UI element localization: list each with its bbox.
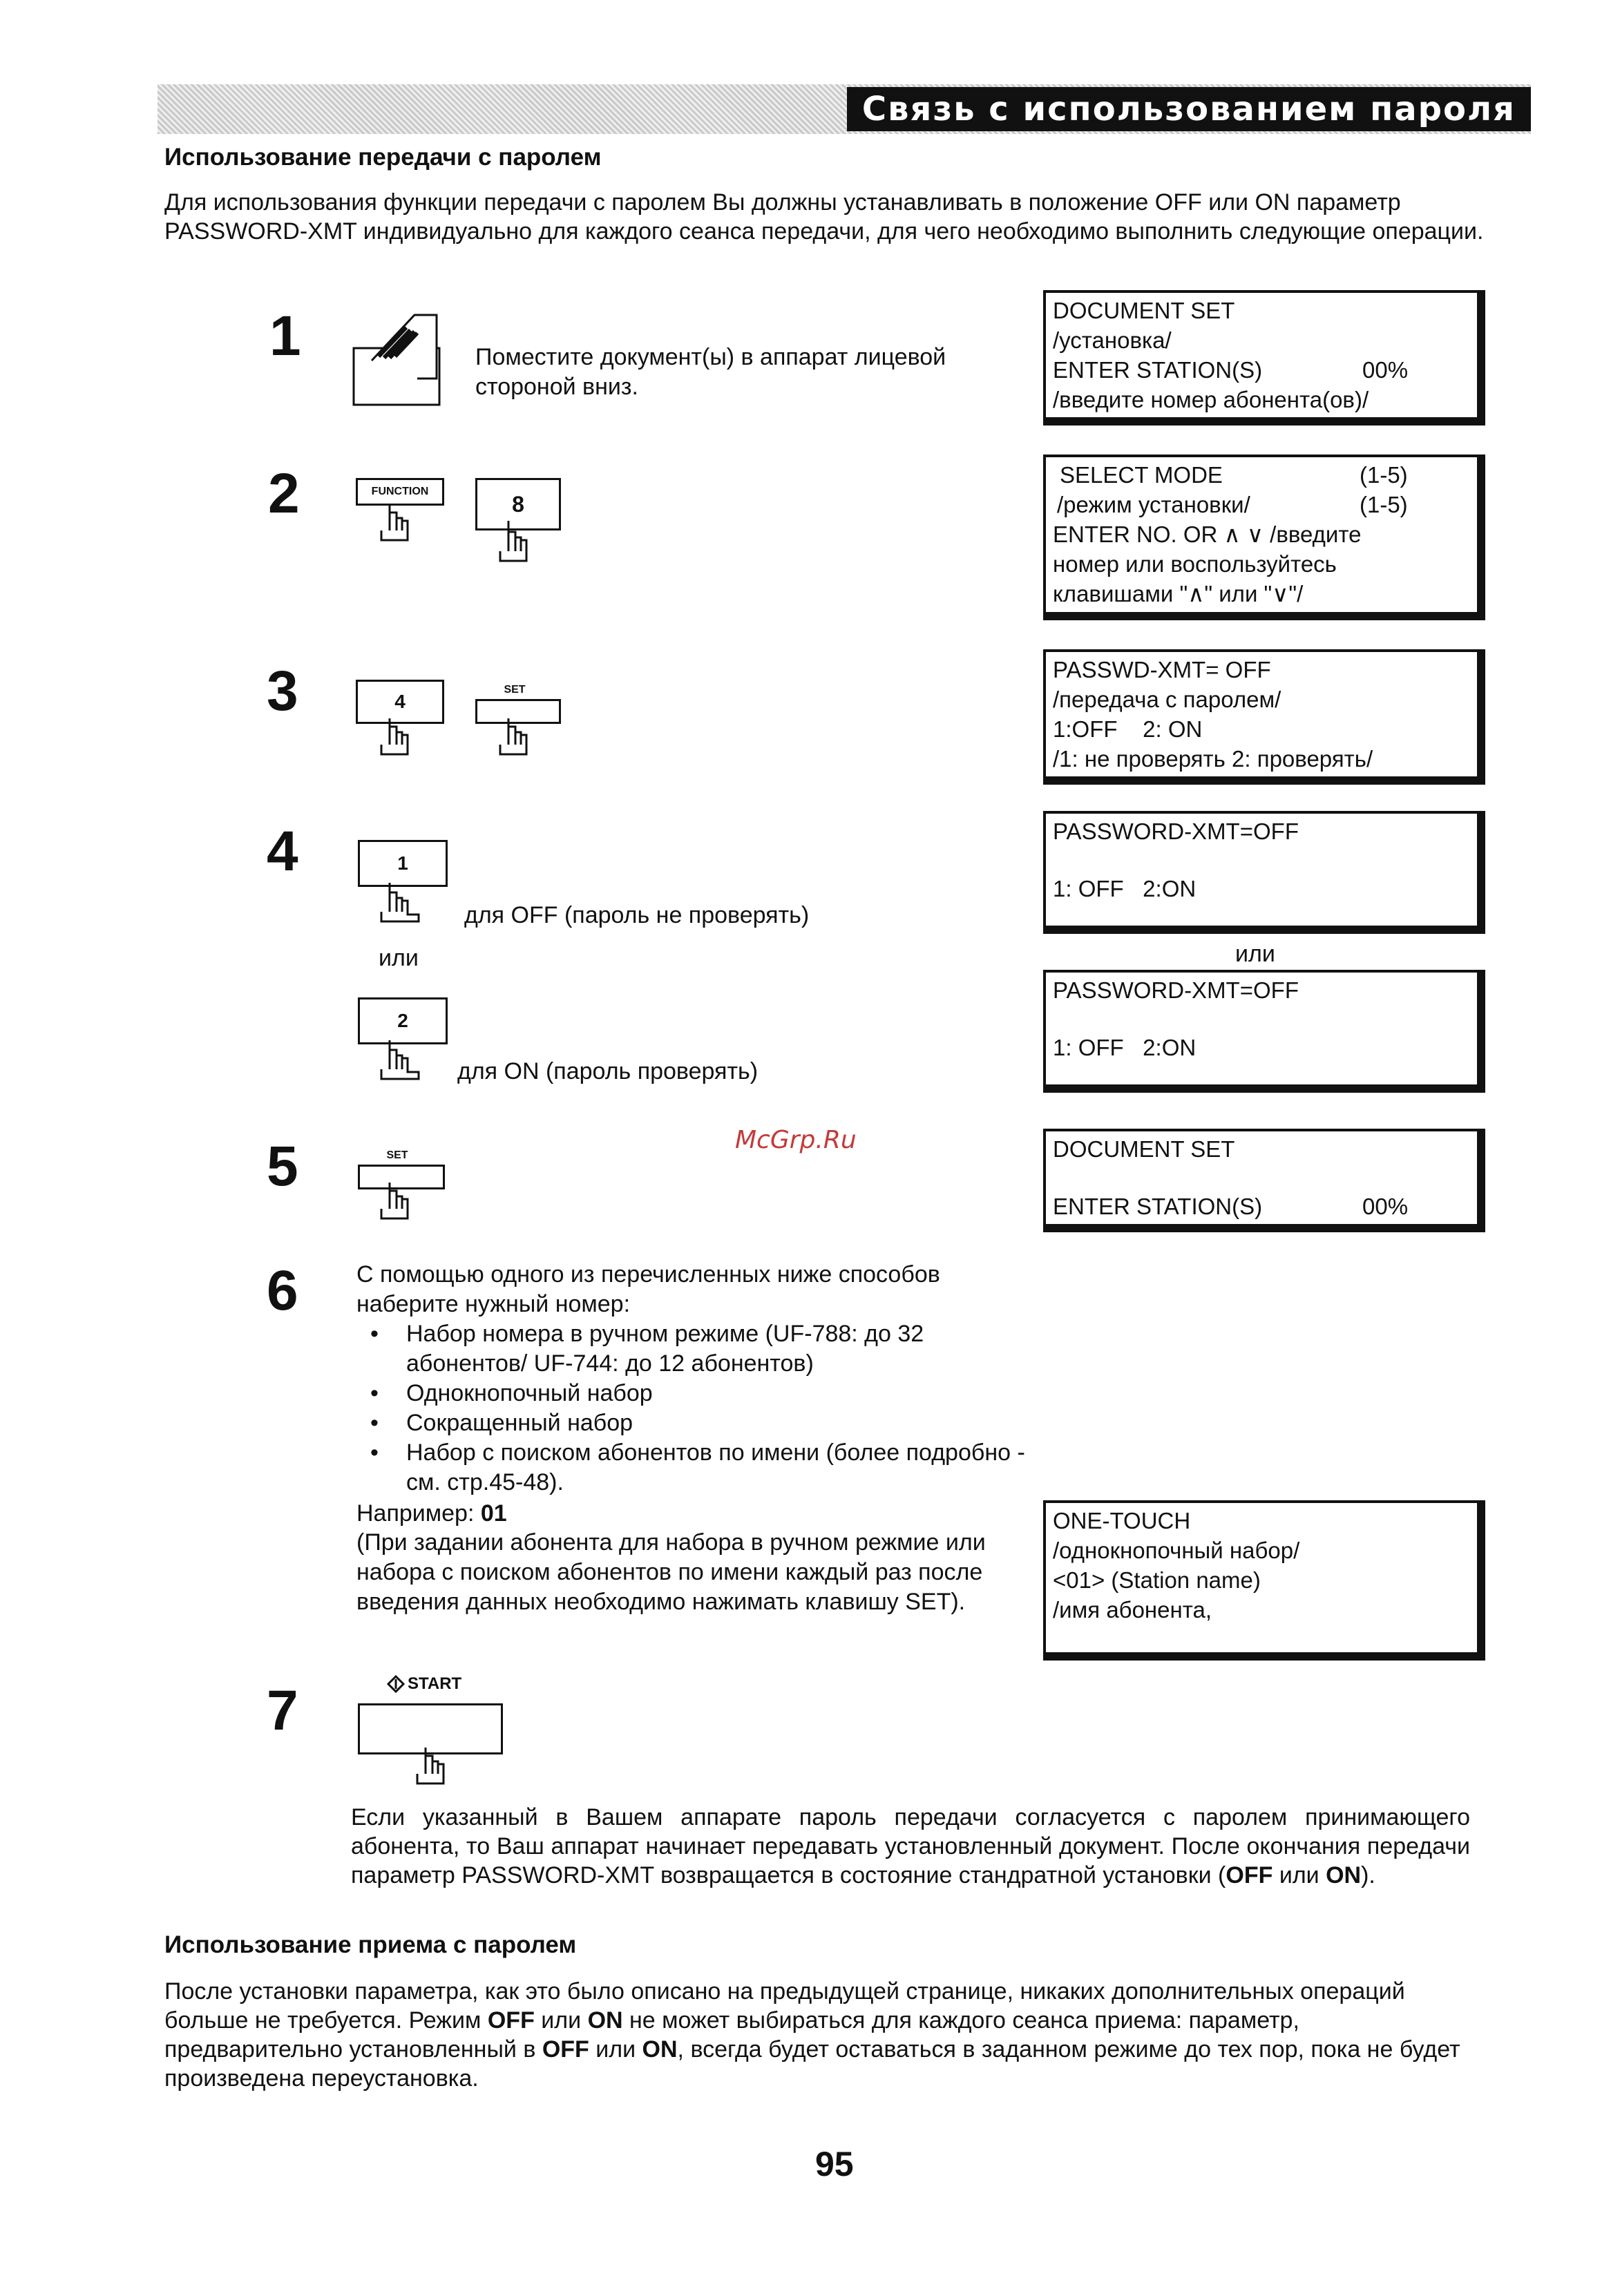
step-number-6: 6 xyxy=(267,1259,298,1322)
dial-methods-list xyxy=(356,1319,1049,1498)
section-heading-rcv: Использование приема с паролем xyxy=(164,1931,577,1958)
lcd-display-step-4-off: PASSWORD-XMT=OFF 1: OFF 2:ON xyxy=(1043,811,1485,934)
page-number: 95 xyxy=(815,2145,854,2183)
step-4-or: или xyxy=(379,945,419,971)
digit-key-1[interactable] xyxy=(358,840,448,887)
section-heading-xmt: Использование передачи с паролем xyxy=(164,144,602,171)
list-item: • Набор номера в ручном режиме (UF-788: до 32 абонентов/ UF-744: до 12 абонентов) xyxy=(370,1321,924,1377)
digit-key-2[interactable] xyxy=(358,997,448,1044)
lcd-display-step-2: SELECT MODE (1-5) /режим установки/ (1-5) ENTER NO. OR ∧ ∨ /введите номер или воспользуйтесь клавишами "∧" или "∨"/ xyxy=(1043,455,1485,620)
press-hand-icon xyxy=(497,717,532,758)
press-hand-icon xyxy=(497,519,532,565)
function-key[interactable] xyxy=(356,478,444,506)
list-item: • Сокращенный набор xyxy=(370,1410,633,1436)
step-number-7: 7 xyxy=(267,1679,298,1742)
header-banner xyxy=(158,84,1531,134)
press-hand-icon xyxy=(379,503,413,544)
step-number-5: 5 xyxy=(267,1135,298,1198)
step-number-1: 1 xyxy=(269,305,301,367)
lcd-display-step-6: ONE-TOUCH /однокнопочный набор/ <01> (Station name) /имя абонента, xyxy=(1043,1500,1485,1661)
lcd-display-step-3: PASSWD-XMT= OFF /передача с паролем/ 1:OFF 2: ON /1: не проверять 2: проверять/ xyxy=(1043,649,1485,785)
press-hand-icon xyxy=(379,881,424,927)
press-hand-icon xyxy=(379,717,413,758)
set-key-label: SET xyxy=(504,684,526,696)
display-or-label: или xyxy=(1235,941,1275,967)
document-feed-icon xyxy=(351,312,445,409)
step-6-example: Например: 01 xyxy=(356,1500,507,1527)
press-hand-icon xyxy=(414,1746,449,1788)
watermark-text: McGrp.Ru xyxy=(735,1126,857,1154)
intro-paragraph: Для использования функции передачи с паролем Вы должны устанавливать в положение OFF или ON параметр PASSWORD-XMT индивидуально для каждого сеанса передачи, для чего необходимо выполнить следующие операции. xyxy=(164,189,1484,245)
digit-key-2-label: 2 xyxy=(397,1010,408,1031)
step-number-2: 2 xyxy=(268,462,300,525)
start-diamond-icon xyxy=(387,1675,405,1693)
digit-key-8-label: 8 xyxy=(512,491,524,517)
set-key-label: SET xyxy=(386,1149,408,1161)
press-hand-icon xyxy=(379,1039,424,1084)
receive-paragraph: После установки параметра, как это было описано на предыдущей странице, никаких дополнительных операций больше не требуется. Режим OFF или ON не может выбираться для каждого сеанса приема: параметр, предварительно установленный в OFF или ON, всегда будет оставаться в заданном режиме до тех пор, пока не будет произведена переустановка. xyxy=(164,1978,1460,2092)
step-number-4: 4 xyxy=(267,820,298,883)
step-6-note: (При задании абонента для набора в ручном режмие или набора с поиском абонентов по имени каждый раз после введения данных необходимо нажимать клавишу SET). xyxy=(356,1529,986,1615)
lcd-display-step-4-on: PASSWORD-XMT=OFF 1: OFF 2:ON xyxy=(1043,970,1485,1093)
banner-title: Связь с использованием пароля xyxy=(847,87,1531,131)
step-4-on-text: для ON (пароль проверять) xyxy=(457,1058,759,1084)
step-7-text: Если указанный в Вашем аппарате пароль передачи согласуется с паролем принимающего абонента, то Ваш аппарат начинает передавать установленный документ. После окончания передачи параметр PASSWORD-XMT возвращается в состояние стандратной установки (OFF или ON). xyxy=(351,1804,1470,1888)
list-item: • Набор с поиском абонентов по имени (более подробно - см. стр.45-48). xyxy=(370,1439,1025,1495)
lcd-display-step-1: DOCUMENT SET /установка/ ENTER STATION(S) 00% /введите номер абонента(ов)/ xyxy=(1043,290,1485,425)
step-number-3: 3 xyxy=(267,660,298,723)
start-key-label: START xyxy=(387,1674,461,1694)
step-1-text: Поместите документ(ы) в аппарат лицевой стороной вниз. xyxy=(475,344,946,400)
digit-key-1-label: 1 xyxy=(397,852,408,874)
function-key-label: FUNCTION xyxy=(371,486,429,497)
step-4-off-text: для OFF (пароль не проверять) xyxy=(464,902,810,928)
digit-key-4-label: 4 xyxy=(394,691,406,712)
lcd-display-step-5: DOCUMENT SET ENTER STATION(S) 00% xyxy=(1043,1129,1485,1232)
press-hand-icon xyxy=(379,1181,413,1223)
step-6-intro: С помощью одного из перечисленных ниже способов наберите нужный номер: xyxy=(356,1261,940,1317)
list-item: • Однокнопочный набор xyxy=(370,1380,653,1406)
